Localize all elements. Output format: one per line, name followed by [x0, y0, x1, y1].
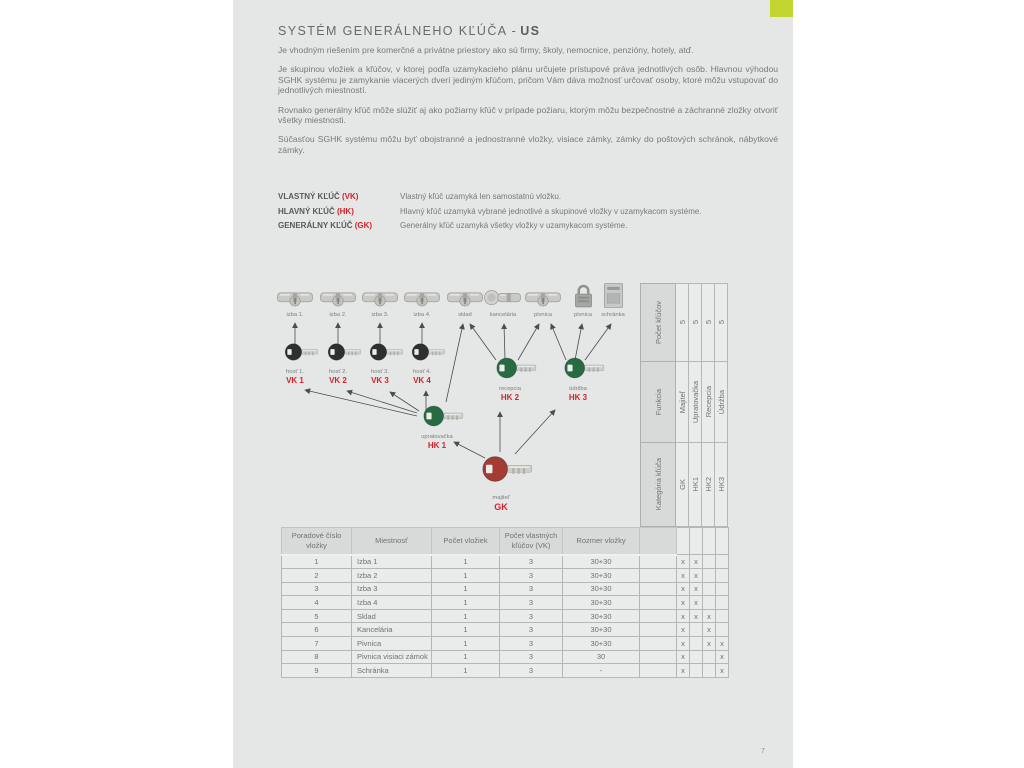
table-cell — [640, 650, 677, 664]
lock-schranka — [585, 278, 641, 318]
section-label — [640, 362, 676, 443]
col-header-cylinders: Počet vložiek — [432, 528, 500, 555]
section-label-text: Počet kľúčov — [653, 300, 663, 345]
table-cell: 5 — [715, 283, 728, 362]
key-code-label: VK 4 — [413, 376, 431, 385]
col-header-size: Rozmer vložky — [563, 528, 640, 555]
table-cell — [640, 623, 677, 637]
table-cell: 1 — [432, 650, 500, 664]
table-cell: x — [690, 569, 703, 583]
table-cell: Údržba — [715, 362, 728, 443]
table-cell: Izba 4 — [352, 596, 432, 610]
table-cell: 6 — [282, 623, 352, 637]
table-row — [282, 555, 729, 569]
table-cell — [703, 569, 716, 583]
key-code-label: GK — [494, 502, 508, 512]
table-row — [282, 569, 729, 583]
table-cell: x — [677, 569, 690, 583]
table-cell: Izba 1 — [352, 555, 432, 569]
table-cell — [640, 596, 677, 610]
lock-label: schránka — [601, 312, 625, 318]
table-cell: x — [716, 650, 729, 664]
table-cell: 3 — [282, 582, 352, 596]
table-cell — [640, 582, 677, 596]
document-page — [233, 0, 793, 768]
table-cell — [703, 582, 716, 596]
table-row — [282, 664, 729, 678]
key-table-section-funkcia — [640, 362, 728, 443]
section-label — [640, 283, 676, 362]
key-code-label: HK 3 — [568, 393, 588, 402]
definition-code: (GK) — [354, 221, 373, 230]
page-number: 7 — [761, 748, 765, 755]
table-row — [282, 623, 729, 637]
table-cell: 5 — [676, 283, 689, 362]
table-cell: 3 — [500, 555, 563, 569]
table-cell: Majiteľ — [676, 362, 689, 443]
section-label-text: Funkcia — [653, 388, 663, 416]
key-icon — [409, 404, 465, 428]
table-cell: 1 — [432, 609, 500, 623]
key-role-label: upratovačka — [421, 434, 453, 440]
paragraph: Je skupinou vložiek a kľúčov, v ktorej podľa uzamykacieho plánu určujete prístupové práva jednotlivých osôb. Hlavnou výhodou SGHK systému je zamykanie viacerých dverí jediným kľúčom, pričom Vám dáva možnosť určovať osoby, ktoré môžu vstupovať do jednotlivých miestností. — [278, 64, 778, 96]
table-cell — [703, 596, 716, 610]
table-cell: 1 — [432, 582, 500, 596]
definition-code: (VK) — [342, 192, 359, 201]
paragraph: Súčasťou SGHK systému môžu byť obojstranné a jednostranné vložky, visiace zámky, zámky do poštových schránok, nábytkové zámky. — [278, 134, 778, 155]
table-cell: 3 — [500, 596, 563, 610]
table-cell — [716, 609, 729, 623]
table-cell: x — [703, 623, 716, 637]
table-cell: 3 — [500, 609, 563, 623]
table-cell: HK3 — [715, 443, 728, 527]
table-cell: Kancelária — [352, 623, 432, 637]
key-code-label: HK 2 — [500, 393, 520, 402]
table-row — [282, 582, 729, 596]
table-cell: Pivnica — [352, 637, 432, 651]
table-cell — [690, 637, 703, 651]
col-header-gap — [640, 528, 677, 555]
lock-label: kancelária — [489, 312, 517, 318]
key-role-label: hosť 1. — [286, 369, 304, 375]
table-cell: x — [690, 555, 703, 569]
table-cell: x — [677, 609, 690, 623]
key-role-label: hosť 4. — [413, 369, 431, 375]
table-cell: 2 — [282, 569, 352, 583]
col-header-num: Poradové číslo vložky — [282, 528, 352, 555]
table-cell: x — [677, 596, 690, 610]
paragraph: Rovnako generálny kľúč môže slúžiť aj ako požiarny kľúč v prípade požiaru, ktorým môžu bezpečnostné a záchranné zložky otvoriť všetky miestnosti. — [278, 104, 778, 126]
col-header-hk2 — [703, 528, 716, 555]
key-code-label: VK 1 — [286, 376, 304, 385]
table-cell — [640, 609, 677, 623]
table-cell: 5 — [282, 609, 352, 623]
key-code-label: VK 2 — [329, 376, 347, 385]
table-cell: Pivnica visiaci zámok — [352, 650, 432, 664]
table-cell: Upratovačka — [689, 362, 702, 443]
key-role-label: hosť 3. — [371, 369, 389, 375]
table-cell: 5 — [689, 283, 702, 362]
key-icon — [473, 454, 529, 484]
key-hk1 — [409, 404, 465, 450]
table-cell: x — [677, 650, 690, 664]
table-cell: - — [563, 664, 640, 678]
table-cell: x — [677, 623, 690, 637]
cylinder-table — [281, 527, 729, 678]
table-cell: x — [690, 609, 703, 623]
mailbox-icon — [585, 278, 641, 309]
table-cell — [716, 555, 729, 569]
table-cell: HK1 — [689, 443, 702, 527]
lock-label: izba 1. — [286, 312, 304, 318]
table-cell: 1 — [432, 637, 500, 651]
table-cell: x — [716, 664, 729, 678]
definition-desc: Generálny kľúč uzamyká všetky vložky v uzamykacom systéme. — [400, 221, 628, 230]
table-cell — [703, 664, 716, 678]
table-cell: x — [690, 596, 703, 610]
table-header-row — [282, 528, 729, 555]
table-cell — [703, 555, 716, 569]
table-cell: 1 — [432, 555, 500, 569]
key-code-label: HK 1 — [427, 441, 447, 450]
table-cell: 3 — [500, 650, 563, 664]
page-title-text: SYSTÉM GENERÁLNEHO KĽÚČA - — [278, 24, 518, 38]
col-header-gk — [677, 528, 690, 555]
definition-term: HLAVNÝ KĽÚČ — [278, 206, 335, 216]
section-label — [640, 443, 676, 527]
table-cell: 7 — [282, 637, 352, 651]
col-header-hk1 — [690, 528, 703, 555]
key-icon — [394, 342, 450, 362]
table-cell: x — [703, 637, 716, 651]
table-cell — [690, 664, 703, 678]
definition-term: VLASTNÝ KĽÚČ — [278, 192, 340, 201]
table-cell: 30 — [563, 650, 640, 664]
table-cell: 4 — [282, 596, 352, 610]
key-role-label: údržba — [569, 386, 587, 392]
table-cell — [640, 664, 677, 678]
table-cell: 5 — [702, 283, 715, 362]
table-row — [282, 637, 729, 651]
key-role-label: hosť 2. — [329, 369, 347, 375]
table-cell: 8 — [282, 650, 352, 664]
table-cell — [640, 637, 677, 651]
table-cell: 30+30 — [563, 596, 640, 610]
col-header-keys: Počet vlastných kľúčov (VK) — [500, 528, 563, 555]
table-cell: 30+30 — [563, 609, 640, 623]
key-code-label: VK 3 — [371, 376, 389, 385]
table-cell: x — [716, 637, 729, 651]
key-hk2 — [482, 356, 538, 402]
definition-term: GENERÁLNY KĽÚČ — [278, 221, 353, 230]
key-icon — [482, 356, 538, 380]
table-cell: 3 — [500, 623, 563, 637]
lock-label: pivnica — [573, 312, 593, 318]
table-cell: 3 — [500, 582, 563, 596]
definition-desc: Hlavný kľúč uzamyká vybrané jednotlivé a skupinové vložky v uzamykacom systéme. — [400, 206, 702, 216]
key-table-section-pocet — [640, 283, 728, 362]
lock-label: izba 3. — [371, 312, 389, 318]
table-cell: x — [677, 664, 690, 678]
table-cell: 3 — [500, 569, 563, 583]
table-cell: x — [703, 609, 716, 623]
table-cell: Recepcia — [702, 362, 715, 443]
table-cell: x — [690, 582, 703, 596]
table-cell: 30+30 — [563, 637, 640, 651]
table-cell: Schránka — [352, 664, 432, 678]
col-header-room: Miestnosť — [352, 528, 432, 555]
definition-desc: Vlastný kľúč uzamyká len samostatnú vložku. — [400, 192, 562, 201]
table-cell: x — [677, 582, 690, 596]
table-cell — [716, 569, 729, 583]
table-cell — [716, 582, 729, 596]
table-cell: 30+30 — [563, 582, 640, 596]
table-row — [282, 596, 729, 610]
table-cell: x — [677, 555, 690, 569]
cylinder-table-grid — [281, 527, 729, 678]
table-cell: Izba 2 — [352, 569, 432, 583]
table-cell: 1 — [432, 596, 500, 610]
table-cell — [716, 596, 729, 610]
table-cell — [690, 623, 703, 637]
table-cell: 3 — [500, 664, 563, 678]
lock-label: sklad — [458, 312, 472, 318]
table-cell — [640, 555, 677, 569]
key-role-label: majiteľ — [492, 495, 510, 501]
table-cell: 1 — [282, 555, 352, 569]
key-role-label: recepcia — [499, 386, 521, 392]
table-cell: 30+30 — [563, 569, 640, 583]
table-cell: 3 — [500, 637, 563, 651]
table-cell — [703, 650, 716, 664]
table-cell: Sklad — [352, 609, 432, 623]
lock-label: pivnica — [533, 312, 553, 318]
table-cell: GK — [676, 443, 689, 527]
key-hk3 — [550, 356, 606, 402]
lock-label: izba 2. — [329, 312, 347, 318]
key-icon — [550, 356, 606, 380]
col-header-hk3 — [716, 528, 729, 555]
table-cell: x — [677, 637, 690, 651]
paragraph: Je vhodným riešením pre komerčné a privátne priestory ako sú firmy, školy, nemocnice, penzióny, hotely, atď. — [278, 45, 694, 55]
lock-label: izba 4. — [413, 312, 431, 318]
definition-code: (HK) — [336, 206, 354, 216]
table-cell: HK2 — [702, 443, 715, 527]
table-row — [282, 650, 729, 664]
table-cell: 30+30 — [563, 555, 640, 569]
table-cell: 1 — [432, 623, 500, 637]
key-table-section-kategoria — [640, 443, 728, 527]
table-cell: 9 — [282, 664, 352, 678]
table-cell — [690, 650, 703, 664]
key-gk — [473, 454, 529, 512]
section-label-text: Kategória kľúča — [653, 458, 663, 511]
table-row — [282, 609, 729, 623]
table-cell — [640, 569, 677, 583]
table-cell: 1 — [432, 664, 500, 678]
main-table-body — [282, 555, 729, 678]
table-cell: Izba 3 — [352, 582, 432, 596]
key-category-table — [640, 283, 728, 527]
key-vk4 — [394, 342, 450, 385]
table-cell — [716, 623, 729, 637]
table-cell: 30+30 — [563, 623, 640, 637]
table-cell: 1 — [432, 569, 500, 583]
page-title-highlight: US — [520, 24, 541, 38]
